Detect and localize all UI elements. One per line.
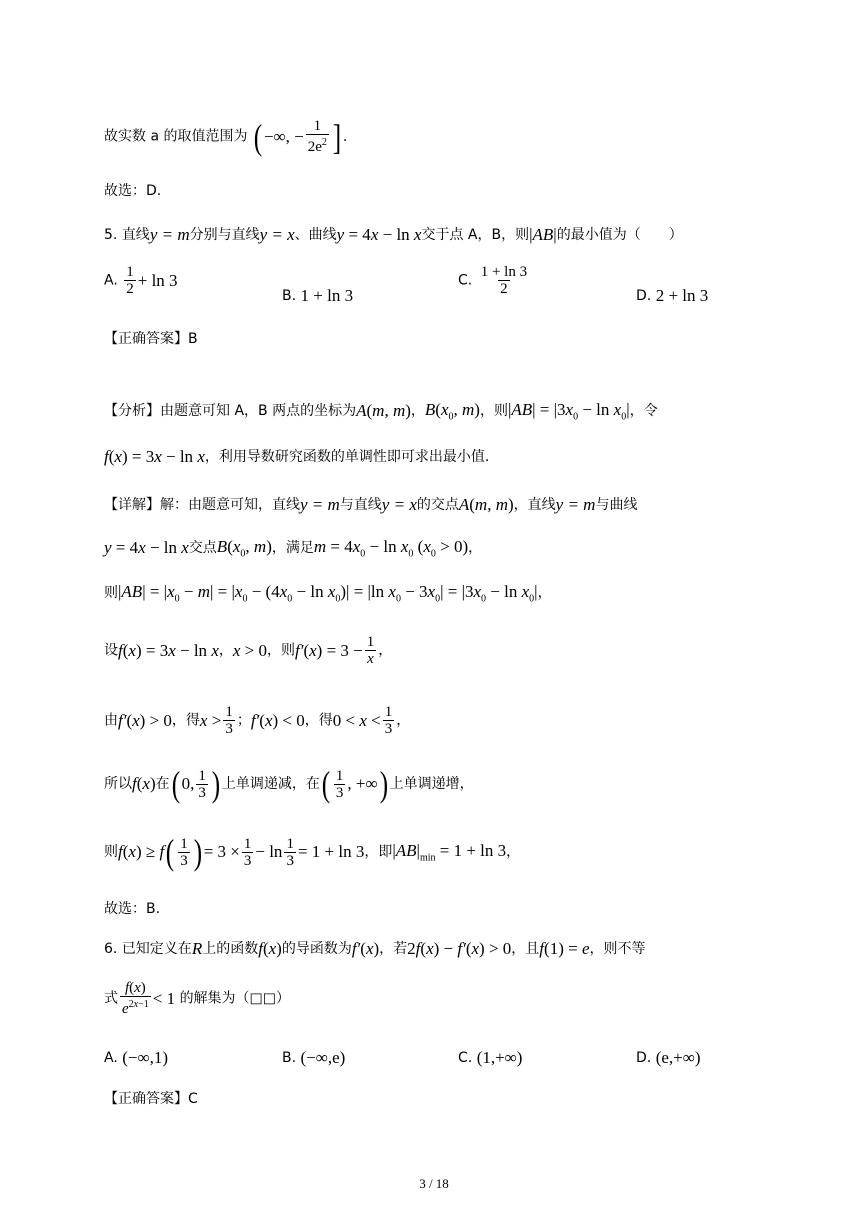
q6-option-a-label: A. (104, 1050, 118, 1066)
math-abs-ab: |AB| (529, 225, 557, 244)
q6-stem-g: 式 (104, 990, 118, 1007)
q5-answer: 【正确答案】B (104, 331, 198, 347)
q5-option-c-label: C. (458, 272, 473, 289)
q5-option-a-label: A. (104, 272, 118, 289)
get1: ，得 (171, 712, 200, 729)
q6-number: 6. (104, 941, 118, 957)
q6-option-a (104, 1048, 168, 1068)
q5-option-b-label: B. (282, 288, 297, 304)
by-label: 由 (104, 712, 118, 729)
q6-option-c-label: C. (458, 1050, 473, 1066)
q5-option-c: C. $\frac{1 + \ln 3}{2}$ (458, 264, 528, 297)
q5-stem (104, 224, 683, 245)
detail-c: 的交点 (416, 497, 459, 513)
q6-stem-line1: 6. 已知定义在R上的函数f(x)的导函数为f′(x)，若2f(x) − f′(x) > 0，且f(1) = e，则不等 (104, 939, 646, 958)
prev-choice: 故选：D. (104, 183, 162, 199)
so-d: 上单调递增， (389, 776, 474, 792)
q5-option-d-label: D. (636, 288, 652, 304)
range-text: 故实数 a 的取值范围为 (104, 128, 248, 145)
math-y-eq-m: y = m (149, 225, 190, 244)
so-b: 在 (155, 776, 170, 792)
q5-detail-line1: 【详解】解：由题意可知，直线y = m与直线y = x的交点A(m, m)，直线y = m与曲线 (104, 495, 638, 514)
detail-d: ，直线 (513, 497, 556, 513)
then2-label: 则 (104, 844, 118, 860)
q6-stem-d: ，若 (379, 941, 408, 957)
q6-option-a-math: (−∞,1) (122, 1048, 169, 1067)
set-b: ，则 (267, 642, 295, 659)
analysis-d: ，利用导数研究函数的单调性即可求出最小值. (204, 449, 490, 465)
q5-detail-line7: 则f(x) ≥ f( $\frac{1}{3}$ ) = 3 × $\frac{1}{3}$ − ln $\frac{1}{3}$ = 1 + ln 3，即$|AB|_{min} = 1 + \ln 3$， (104, 832, 521, 872)
q5-stem-a: 直线 (121, 227, 150, 243)
get2: ，得 (304, 712, 333, 729)
analysis-c: ，令 (629, 403, 658, 420)
q5-option-d: D. 2 + ln 3 (636, 286, 709, 305)
q5-stem-b: 分别与直线 (189, 227, 260, 243)
q6-stem-b: 上的函数 (202, 941, 259, 957)
q5-option-a: A. $\frac{1}{2}$ + ln 3 (104, 264, 178, 297)
q5-detail-line2: y = 4x − ln x交点$B(x_0$, m)，满足$m = 4x_0 - \ln x_0$ $(x_0 > 0)$， (104, 537, 483, 560)
q6-option-d (636, 1048, 701, 1068)
q6-answer: 【正确答案】C (104, 1091, 198, 1107)
page-number: 3 / 18 (419, 1176, 449, 1191)
q5-choice: 故选：B. (104, 901, 161, 917)
set-a: 设 (104, 642, 118, 659)
q6-stem-h: 的解集为（□□） (179, 990, 291, 1007)
q5-stem-c: 、曲线 (294, 227, 337, 243)
q6-option-b (282, 1048, 345, 1068)
math-curve: y = 4x − ln x (336, 225, 422, 244)
analysis-b: ，则 (479, 403, 508, 420)
q5-detail-line6: 所以f(x)在( 0, $\frac{1}{3}$ ) 上单调递减，在( $\frac{1}{3}$ , +∞) 上单调递增， (104, 764, 474, 804)
q6-option-d-label: D. (636, 1050, 652, 1066)
q5-stem-d: 交于点 A，B，则 (421, 227, 530, 243)
analysis-a: 【分析】由题意可知 A，B 两点的坐标为 (104, 403, 357, 420)
q6-option-c-math: (1,+∞) (476, 1048, 523, 1067)
detail-f: 交点 (188, 540, 217, 557)
q6-stem-c: 的导函数为 (281, 941, 352, 957)
then-label: 则 (104, 585, 118, 602)
q6-stem-e: ，且 (511, 941, 540, 957)
q6-option-c (458, 1048, 522, 1068)
q5-detail-line3: 则$|AB| = |x_0 - m| = |x_0 - (4x_0 - \ln x_0)| = |\ln$ $x_0 - 3x_0| = |3x_0 - \ln x_0|$， (104, 582, 552, 605)
q5-number: 5. (104, 227, 118, 243)
q5-option-b: B. 1 + ln 3 (282, 286, 354, 305)
q5-stem-e: 的最小值为（ ） (556, 227, 683, 243)
q5-analysis-line2: f(x) = 3x − ln x，利用导数研究函数的单调性即可求出最小值. (104, 447, 490, 466)
detail-b: 与直线 (339, 497, 382, 513)
so-a: 所以 (104, 776, 132, 792)
ie-label: ，即 (364, 844, 393, 860)
so-c: 上单调递减，在 (221, 776, 320, 792)
math-y-eq-x: y = x (259, 225, 295, 244)
q6-stem-a: 已知定义在 (121, 941, 192, 957)
range-math: ( −∞, − $\frac{1}{2e^2}$ ] . (253, 116, 348, 157)
q6-option-d-math: (e,+∞) (655, 1048, 701, 1067)
detail-a: 【详解】解：由题意可知，直线 (104, 497, 300, 513)
q5-detail-line4: 设f(x) = 3x − ln x，x > 0，则f′(x) = 3 − $\frac{1}{x}$ ， (104, 634, 393, 667)
q6-option-b-label: B. (282, 1050, 297, 1066)
q6-stem-line2: 式 $\frac{f(x)}{e^{2x-1}}$ < 1 的解集为（□□） (104, 980, 291, 1017)
q6-option-b-math: (−∞,e) (300, 1048, 346, 1067)
q6-stem-f: ，则不等 (589, 941, 646, 957)
q5-detail-line5: 由f′(x) > 0，得x > $\frac{1}{3}$ ；f′(x) < 0，得0 < x < $\frac{1}{3}$ ， (104, 704, 411, 737)
q5-analysis-line1: 【分析】由题意可知 A，B 两点的坐标为A(m, m)，$B(x_0$, m)，则$|AB| = |3x_0 - \ln x_0|$，令 (104, 400, 658, 423)
detail-g: ，满足 (271, 540, 314, 557)
range-line (104, 118, 347, 155)
detail-e: 与曲线 (595, 497, 638, 513)
